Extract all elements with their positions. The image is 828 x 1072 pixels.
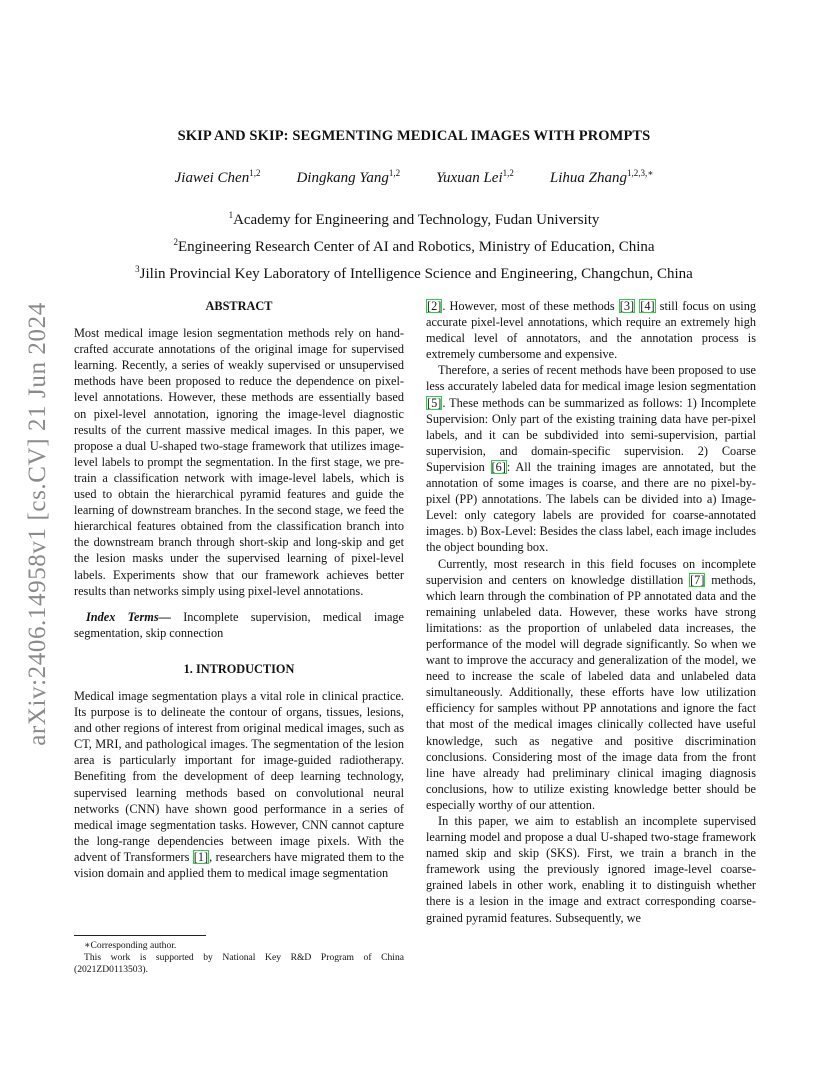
- citation-link[interactable]: [5]: [427, 395, 442, 410]
- author: Yuxuan Lei$^{1,2}$: [436, 168, 514, 186]
- citation-link[interactable]: [7]: [690, 572, 705, 587]
- citation-link[interactable]: [4]: [640, 299, 655, 313]
- intro-paragraph-continued: [2]. However, most of these methods [3] [4] still focus on using accurate pixel-level annotations, which require an extremely high medical level of annotators, and the annotation process is extremely cumbersome and expensive.: [426, 299, 757, 362]
- footnotes: [74, 935, 404, 976]
- author: Dingkang Yang$^{1,2}$: [296, 168, 401, 186]
- affiliation: $^1$Academy for Engineering and Technology, Fudan University: [228, 210, 600, 228]
- abstract-text: Most medical image lesion segmentation methods rely on hand-crafted accurate annotations of the original image for supervised learning. Recently, a series of weakly supervised or unsupervised methods have been proposed to reduce the dependence on pixel-level annotations. However, these methods are essentially based on pixel-level annotation, ignoring the image-level diagnostic results of the current massive medical images. In this paper, we propose a dual U-shaped two-stage framework that utilizes image-level labels to prompt the segmentation. In the first stage, we pre-train a classification network with image-level labels, which is used to obtain the hierarchical pyramid features and guide the learning of downstream branches. In the second stage, we feed the hierarchical features obtained from the classification branch into the downstream branch through short-skip and long-skip and get the lesion masks under the supervised learning of pixel-level labels. Experiments show that our framework achieves better results than networks simply using pixel-level annotations.: [74, 326, 404, 598]
- citation-link[interactable]: [6]: [491, 459, 506, 474]
- intro-paragraph: In this paper, we aim to establish an incomplete supervised learning model and propose a dual U-shaped two-stage framework named skip and skip (SKS). First, we train a branch in the framework using the previously ignored image-level coarse-grained labels in other work, enabling it to distinguish whether there is a lesion in the image and extract corresponding coarse-grained pyramid features. Subsequently, we: [426, 814, 756, 925]
- footnote-funding: This work is supported by National Key R&D Program of China (2021ZD0113503).: [74, 952, 404, 975]
- author: Jiawei Chen$^{1,2}$: [174, 168, 261, 186]
- citation-link[interactable]: [2]: [427, 299, 442, 313]
- introduction-heading: 1. INTRODUCTION: [183, 661, 295, 676]
- paper-title: SKIP AND SKIP: SEGMENTING MEDICAL IMAGES WITH PROMPTS: [177, 128, 651, 144]
- footnote-corresponding: ∗Corresponding author.: [84, 940, 177, 951]
- intro-paragraph: Currently, most research in this field focuses on incomplete supervision and centers on knowledge distillation [7] methods, which learn through the combination of PP annotated data and the remaining unlabeled data. However, these works have strong limitations: as the proportion of unlabeled data increases, the performance of the model will degrade significantly. So when we want to improve the accuracy and generalization of the model, we need to increase the scale of labeled data and unlabeled data simultaneously. Additionally, these efforts have low utilization efficiency for samples without PP annotations and ignore the fact that most of the medical images clinically collected have useful knowledge, such as negative and positive discrimination conclusions. Considering most of the image data from the front line have already had preliminary clinical imaging diagnosis conclusions, how to utilize existing knowledge better should be especially worthy of our attention.: [426, 556, 756, 812]
- left-column: [74, 298, 404, 881]
- arxiv-stamp: arXiv:2406.14958v1 [cs.CV] 21 Jun 2024: [24, 302, 52, 746]
- intro-paragraph: Medical image segmentation plays a vital role in clinical practice. Its purpose is to delineate the contour of organs, tissues, lesions, and other regions of interest from original medical images, such as CT, MRI, and pathological images. The segmentation of the lesion area is particularly important for image-guided radiotherapy. Benefiting from the development of deep learning technology, supervised learning methods based on convolutional neural networks (CNN) have shown good performance in a series of medical image segmentation tasks. However, CNN cannot capture the long-range dependencies between image pixels. With the advent of Transformers [1], researchers have migrated them to the vision domain and applied them to medical image segmentation: [74, 688, 404, 880]
- right-column: [426, 298, 756, 926]
- citation-link[interactable]: [3]: [619, 299, 635, 313]
- footnote-rule: [74, 935, 206, 936]
- author: Lihua Zhang$^{1,2,3,∗}$: [549, 168, 654, 186]
- affiliation-list: [60, 204, 768, 285]
- index-terms: Index Terms— Incomplete supervision, medical image segmentation, skip connection: [74, 609, 405, 640]
- affiliation: $^2$Engineering Research Center of AI and Robotics, Ministry of Education, China: [173, 237, 655, 255]
- affiliation: $^3$Jilin Provincial Key Laboratory of Intelligence Science and Engineering, Changchun, China: [135, 264, 693, 282]
- intro-paragraph: Therefore, a series of recent methods have been proposed to use less accurately labeled data for medical image lesion segmentation [5]. These methods can be summarized as follows: 1) Incomplete Supervision: Only part of the existing training data have per-pixel labels, and it can be subdivided into semi-supervision, partial supervision, and domain-specific supervision. 2) Coarse Supervision [6]: All the training images are annotated, but the annotation of some images is coarse, and there are no pixel-by-pixel (PP) annotations. The labels can be divided into a) Image-Level: only category labels are provided for coarse-annotated images. b) Box-Level: Besides the class label, each image includes the object bounding box.: [426, 363, 756, 555]
- author-list: [74, 168, 754, 187]
- citation-link[interactable]: [1]: [193, 849, 209, 864]
- abstract-heading: ABSTRACT: [205, 299, 273, 313]
